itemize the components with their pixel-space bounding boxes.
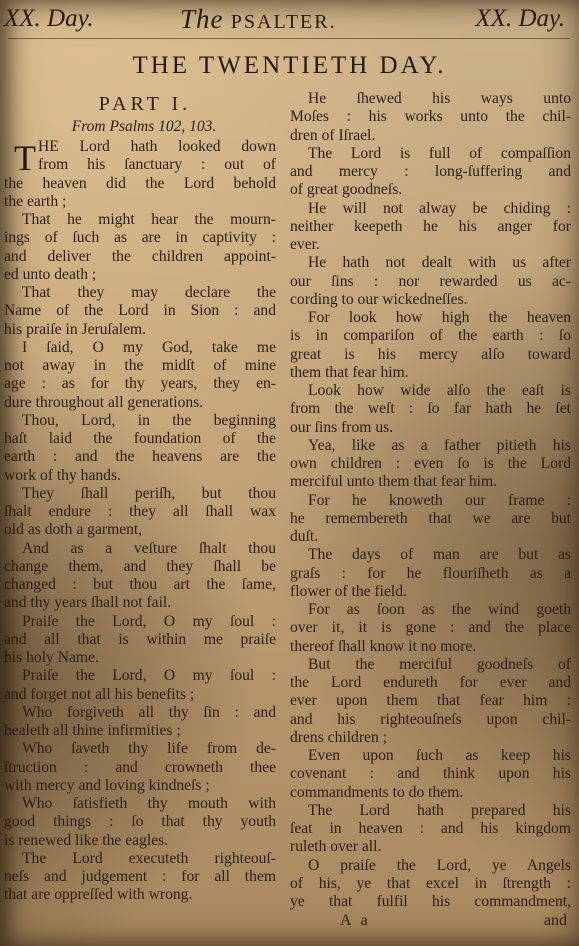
text-line: from the weſt : ſo far hath he ſet xyxy=(290,400,571,418)
text-line: good things : ſo that thy youth xyxy=(4,813,276,831)
text-line: with mercy and loving kindneſs ; xyxy=(4,776,210,794)
text-line: of great goodneſs. xyxy=(290,181,403,199)
text-line: covenant : and think upon his xyxy=(290,765,571,783)
running-head-right: XX. Day. xyxy=(475,5,565,32)
text-line: Praiſe the Lord, O my ſoul : xyxy=(22,667,276,685)
running-head xyxy=(0,2,579,36)
text-line: The Lord hath prepared his xyxy=(308,801,571,819)
text-line: commandments to do them. xyxy=(290,783,464,801)
text-line: change them, and they ſhall be xyxy=(4,557,276,575)
text-line: flower of the field. xyxy=(290,582,407,600)
text-line: earth : and the heavens are the xyxy=(4,448,276,466)
text-line: and deliver the children appoint- xyxy=(4,247,276,265)
text-line: ſeat in heaven : and his kingdom xyxy=(290,820,571,837)
text-line: great is his mercy alſo toward xyxy=(290,345,571,363)
text-line: work of thy hands. xyxy=(4,466,121,484)
text-line: He will not alway be chiding : xyxy=(308,199,571,217)
text-line: O praiſe the Lord, ye Angels xyxy=(308,856,571,874)
text-line: cording to our wickedneſſes. xyxy=(290,290,468,308)
text-line: That they may declare the xyxy=(22,284,276,301)
text-line: thereof ſhall know it no more. xyxy=(290,637,477,655)
text-line: The days of man are but as xyxy=(308,546,571,564)
text-line: Even upon ſuch as keep his xyxy=(308,747,571,764)
text-line: ſhalt endure : they all ſhall wax xyxy=(4,503,276,520)
text-line: over it, it is gone : and the place xyxy=(290,619,571,637)
text-line: dure throughout all generations. xyxy=(4,393,204,411)
text-line: The Lord executeth righteouſ- xyxy=(22,849,276,867)
text-line: changed : but thou art the ſame, xyxy=(4,576,276,593)
text-line: Name of the Lord in Sion : and xyxy=(4,302,276,320)
text-line: age : as for thy years, they en- xyxy=(4,375,276,393)
text-line: and forget not all his benefits ; xyxy=(4,685,195,703)
drop-cap: T xyxy=(14,138,36,178)
text-line: merciful unto them that fear him. xyxy=(290,473,497,491)
text-line: Who ſatisfieth thy mouth with xyxy=(22,795,276,812)
text-line: HE Lord hath looked down xyxy=(38,138,276,155)
text-line: For look how high the heaven xyxy=(308,309,571,326)
text-line: not away in the midſt of mine xyxy=(4,357,276,374)
text-line: and mercy : long-ſuffering and xyxy=(290,163,571,180)
text-line: Look how wide alſo the eaſt is xyxy=(308,382,571,399)
text-line: them that fear him. xyxy=(290,363,409,381)
text-line: They ſhall periſh, but thou xyxy=(22,484,276,502)
signature-mark: A a xyxy=(340,912,371,929)
text-line: his praiſe in Jeruſalem. xyxy=(4,320,147,338)
text-line: from his ſanctuary : out of xyxy=(38,156,276,174)
text-line: ſtruction : and crowneth thee xyxy=(4,758,276,776)
text-line: he remembereth that we are but xyxy=(290,509,571,527)
text-line: ings of ſuch as are in captivity : xyxy=(4,229,276,247)
text-line: and his righteouſneſs upon chil- xyxy=(290,710,571,728)
text-line: that are oppreſſed with wrong. xyxy=(4,886,193,904)
text-line: ye that fulfil his commandment, xyxy=(290,893,571,910)
text-line: Who ſaveth thy life from de- xyxy=(22,740,276,758)
part-heading: PART I. xyxy=(98,93,192,115)
page-footer xyxy=(0,912,579,936)
text-line: neſs and judgement : for all them xyxy=(4,868,276,885)
text-line: neither keepeth he his anger for xyxy=(290,217,571,235)
text-line: the earth ; xyxy=(4,192,67,210)
text-line: For he knoweth our frame : xyxy=(308,491,571,509)
head-rule xyxy=(8,38,570,39)
text-line: the Lord endureth for ever and xyxy=(290,674,571,691)
left-column xyxy=(4,90,276,905)
text-line: is renewed like the eagles. xyxy=(4,831,169,849)
text-line: healeth all thine infirmities ; xyxy=(4,722,181,739)
running-head-center xyxy=(180,2,337,39)
verse-block xyxy=(4,138,276,905)
text-line: ever upon them that fear him : xyxy=(290,692,571,710)
text-line: He hath not dealt with us after xyxy=(308,254,571,272)
text-line: and thy years ſhall not fail. xyxy=(4,594,172,612)
running-head-title: PSALTER. xyxy=(230,11,337,33)
text-line: own children : even ſo is the Lord xyxy=(290,455,571,472)
text-line: ever. xyxy=(290,236,320,253)
text-line: ruleth over all. xyxy=(290,838,382,856)
text-line: duſt. xyxy=(290,528,319,545)
right-column xyxy=(290,90,571,911)
text-line: dren of Iſrael. xyxy=(290,126,376,144)
text-line: and all that is within me praiſe xyxy=(4,630,276,648)
psalm-reference: From Psalms 102, 103. xyxy=(71,118,217,135)
text-line: And as a veſture ſhalt thou xyxy=(22,539,276,557)
text-line: He ſhewed his ways unto xyxy=(308,90,571,107)
text-line: Praiſe the Lord, O my ſoul : xyxy=(22,612,276,630)
text-line: old as doth a garment, xyxy=(4,521,143,539)
text-line: our ſins : nor rewarded us ac- xyxy=(290,272,571,290)
text-line: Yea, like as a father pitieth his xyxy=(308,436,571,454)
running-head-the: The xyxy=(180,4,224,34)
left-lines xyxy=(4,138,276,905)
text-line: Thou, Lord, in the beginning xyxy=(22,411,276,429)
right-lines xyxy=(290,90,571,911)
text-line: Who forgiveth all thy ſin : and xyxy=(22,703,276,721)
text-line: For as ſoon as the wind goeth xyxy=(308,601,571,618)
text-line: haſt laid the foundation of the xyxy=(4,430,276,447)
day-title: THE TWENTIETH DAY. xyxy=(132,52,447,79)
text-line: of his, ye that excel in ſtrength : xyxy=(290,874,571,892)
running-head-left: XX. Day. xyxy=(4,5,94,32)
text-line: Moſes : his works unto the chil- xyxy=(290,108,571,126)
text-line: his holy Name. xyxy=(4,649,99,666)
text-line: is in compariſon of the earth : ſo xyxy=(290,327,571,345)
text-line: drens children ; xyxy=(290,728,387,746)
text-line: the heaven did the Lord behold xyxy=(4,174,276,192)
text-line: The Lord is full of compaſſion xyxy=(308,144,571,162)
text-line: That he might hear the mourn- xyxy=(22,211,276,228)
text-line: I ſaid, O my God, take me xyxy=(22,338,276,356)
text-line: our ſins from us. xyxy=(290,418,394,436)
catchword: and xyxy=(543,912,567,929)
text-line: graſs : for he flouriſheth as a xyxy=(290,564,571,582)
text-line: ed unto death ; xyxy=(4,265,97,283)
text-line: But the merciful goodneſs of xyxy=(308,655,571,673)
